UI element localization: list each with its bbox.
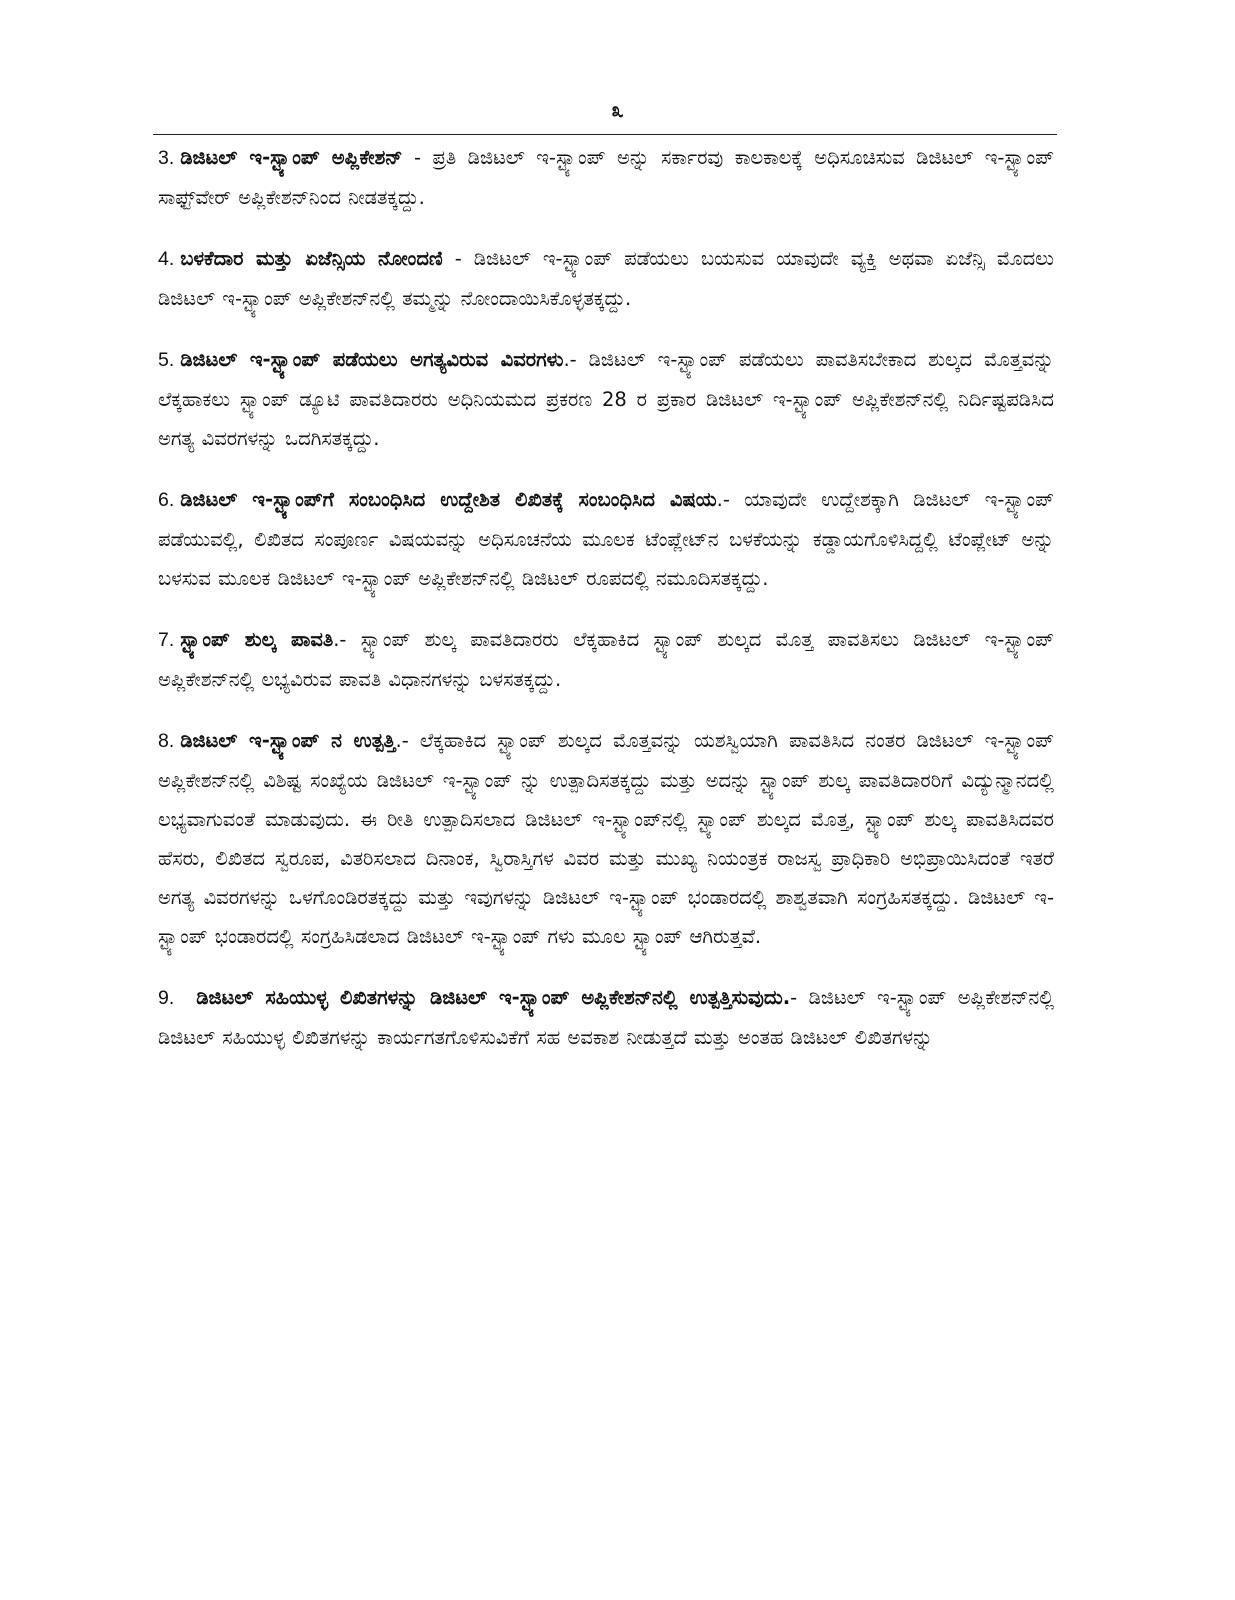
clause-8 bbox=[158, 721, 1054, 956]
clause-title: ಡಿಜಿಟಲ್ ಇ-ಸ್ಟ್ಯಾಂಪ್‌ಗೆ ಸಂಬಂಧಿಸಿದ ಉದ್ದೇಶಿತ ಲಿಖಿತಕ್ಕೆ ಸಂಬಂಧಿಸಿದ ವಿಷಯ bbox=[180, 488, 717, 511]
clause-6 bbox=[158, 480, 1054, 598]
clause-title: ಡಿಜಿಟಲ್ ಇ-ಸ್ಟ್ಯಾಂಪ್ ನ ಉತ್ಪತ್ತಿ bbox=[180, 729, 396, 752]
clause-9 bbox=[158, 978, 1054, 1057]
clause-text: .- ಸ್ಟ್ಯಾಂಪ್ ಶುಲ್ಕ ಪಾವತಿದಾರರು ಲೆಕ್ಕಹಾಕಿದ ಸ್ಟ್ಯಾಂಪ್ ಶುಲ್ಕದ ಮೊತ್ತ ಪಾವತಿಸಲು ಡಿಜಿಟಲ್ ಇ-ಸ್ಟ್ಯಾಂಪ್ ಅಪ್ಲಿಕೇಶನ್‌ನಲ್ಲಿ ಲಭ್ಯವಿರುವ ಪಾವತಿ ವಿಧಾನಗಳನ್ನು ಬಳಸತಕ್ಕದ್ದು. bbox=[158, 628, 1054, 691]
header-rule bbox=[153, 134, 1057, 135]
clause-number: 3. bbox=[158, 147, 175, 169]
clause-title: ಸ್ಟ್ಯಾಂಪ್ ಶುಲ್ಕ ಪಾವತಿ bbox=[180, 628, 334, 651]
clause-3 bbox=[158, 138, 1054, 217]
clause-text: - ಡಿಜಿಟಲ್ ಇ-ಸ್ಟ್ಯಾಂಪ್ ಅಪ್ಲಿಕೇಶನ್‌ನಲ್ಲಿ ಡಿಜಿಟಲ್ ಸಹಿಯುಳ್ಳ ಲಿಖಿತಗಳನ್ನು ಕಾರ್ಯಗತಗೊಳಿಸುವಿಕೆಗೆ ಸಹ ಅವಕಾಶ ನೀಡುತ್ತದೆ ಮತ್ತು ಅಂತಹ ಡಿಜಿಟಲ್ ಲಿಖಿತಗಳನ್ನು bbox=[158, 986, 1054, 1049]
clause-number: 6. bbox=[158, 489, 175, 511]
clause-text: .- ಯಾವುದೇ ಉದ್ದೇಶಕ್ಕಾಗಿ ಡಿಜಿಟಲ್ ಇ-ಸ್ಟ್ಯಾಂಪ್ ಪಡೆಯುವಲ್ಲಿ, ಲಿಖಿತದ ಸಂಪೂರ್ಣ ವಿಷಯವನ್ನು ಅಧಿಸೂಚನೆಯ ಮೂಲಕ ಟೆಂಪ್ಲೇಟ್‌ನ ಬಳಕೆಯನ್ನು ಕಡ್ಡಾಯಗೊಳಿಸಿದ್ದಲ್ಲಿ ಟೆಂಪ್ಲೇಟ್ ಅನ್ನು ಬಳಸುವ ಮೂಲಕ ಡಿಜಿಟಲ್ ಇ-ಸ್ಟ್ಯಾಂಪ್ ಅಪ್ಲಿಕೇಶನ್‌ನಲ್ಲಿ ಡಿಜಿಟಲ್ ರೂಪದಲ್ಲಿ ನಮೂದಿಸತಕ್ಕದ್ದು. bbox=[158, 488, 1055, 590]
clause-number: 4. bbox=[158, 248, 175, 270]
clause-title: ಡಿಜಿಟಲ್ ಇ-ಸ್ಟ್ಯಾಂಪ್ ಅಪ್ಲಿಕೇಶನ್ bbox=[180, 146, 403, 169]
clause-number: 5. bbox=[158, 349, 175, 371]
clause-7 bbox=[158, 620, 1054, 699]
clause-text: .- ಲೆಕ್ಕಹಾಕಿದ ಸ್ಟ್ಯಾಂಪ್ ಶುಲ್ಕದ ಮೊತ್ತವನ್ನು ಯಶಸ್ವಿಯಾಗಿ ಪಾವತಿಸಿದ ನಂತರ ಡಿಜಿಟಲ್ ಇ-ಸ್ಟ್ಯಾಂಪ್ ಅಪ್ಲಿಕೇಶನ್‌ನಲ್ಲಿ ವಿಶಿಷ್ಟ ಸಂಖ್ಯೆಯ ಡಿಜಿಟಲ್ ಇ-ಸ್ಟ್ಯಾಂಪ್ ನ್ನು ಉತ್ಪಾದಿಸತಕ್ಕದ್ದು ಮತ್ತು ಅದನ್ನು ಸ್ಟ್ಯಾಂಪ್ ಶುಲ್ಕ ಪಾವತಿದಾರರಿಗೆ ವಿದ್ಯುನ್ಮಾನದಲ್ಲಿ ಲಭ್ಯವಾಗುವಂತೆ ಮಾಡುವುದು. ಈ ರೀತಿ ಉತ್ಪಾದಿಸಲಾದ ಡಿಜಿಟಲ್ ಇ-ಸ್ಟ್ಯಾಂಪ್‌ನಲ್ಲಿ ಸ್ಟ್ಯಾಂಪ್ ಶುಲ್ಕದ ಮೊತ್ತ, ಸ್ಟ್ಯಾಂಪ್ ಶುಲ್ಕ ಪಾವತಿಸಿದವರ ಹೆಸರು, ಲಿಖಿತದ ಸ್ವರೂಪ, ವಿತರಿಸಲಾದ ದಿನಾಂಕ, ಸ್ವಿರಾಸ್ತಿಗಳ ವಿವರ ಮತ್ತು ಮುಖ್ಯ ನಿಯಂತ್ರಕ ರಾಜಸ್ವ ಪ್ರಾಧಿಕಾರಿ ಅಭಿಪ್ರಾಯಿಸಿದಂತೆ ಇತರೆ ಅಗತ್ಯ ವಿವರಗಳನ್ನು ಒಳಗೊಂಡಿರತಕ್ಕದ್ದು ಮತ್ತು ಇವುಗಳನ್ನು ಡಿಜಿಟಲ್ ಇ-ಸ್ಟ್ಯಾಂಪ್ ಭಂಡಾರದಲ್ಲಿ ಶಾಶ್ವತವಾಗಿ ಸಂಗ್ರಹಿಸತಕ್ಕದ್ದು. ಡಿಜಿಟಲ್ ಇ-ಸ್ಟ್ಯಾಂಪ್ ಭಂಡಾರದಲ್ಲಿ ಸಂಗ್ರಹಿಸಿಡಲಾದ ಡಿಜಿಟಲ್ ಇ-ಸ್ಟ್ಯಾಂಪ್ ಗಳು ಮೂಲ ಸ್ಟ್ಯಾಂಪ್ ಆಗಿರುತ್ತವೆ. bbox=[158, 729, 1054, 948]
clause-title: ಡಿಜಿಟಲ್ ಇ-ಸ್ಟ್ಯಾಂಪ್ ಪಡೆಯಲು ಅಗತ್ಯವಿರುವ ವಿವರಗಳು bbox=[180, 348, 564, 371]
clause-title: ಡಿಜಿಟಲ್ ಸಹಿಯುಳ್ಳ ಲಿಖಿತಗಳನ್ನು ಡಿಜಿಟಲ್ ಇ-ಸ್ಟ್ಯಾಂಪ್ ಅಪ್ಲಿಕೇಶನ್‌ನಲ್ಲಿ ಉತ್ಪತ್ತಿಸುವುದು. bbox=[196, 986, 791, 1009]
clause-number: 7. bbox=[158, 629, 175, 651]
clause-number: 9. bbox=[158, 987, 175, 1009]
clause-text: .- ಡಿಜಿಟಲ್ ಇ-ಸ್ಟ್ಯಾಂಪ್ ಪಡೆಯಲು ಪಾವತಿಸಬೇಕಾದ ಶುಲ್ಕದ ಮೊತ್ತವನ್ನು ಲೆಕ್ಕಹಾಕಲು ಸ್ಟ್ಯಾಂಪ್ ಡ್ಯೂಟಿ ಪಾವತಿದಾರರು ಅಧಿನಿಯಮದ ಪ್ರಕರಣ 28 ರ ಪ್ರಕಾರ ಡಿಜಿಟಲ್ ಇ-ಸ್ಟ್ಯಾಂಪ್ ಅಪ್ಲಿಕೇಶನ್‌ನಲ್ಲಿ ನಿರ್ದಿಷ್ಟಪಡಿಸಿದ ಅಗತ್ಯ ವಿವರಗಳನ್ನು ಒದಗಿಸತಕ್ಕದ್ದು. bbox=[158, 348, 1054, 450]
clause-5 bbox=[158, 340, 1054, 458]
clause-title: ಬಳಕೆದಾರ ಮತ್ತು ಏಜೆನ್ಸಿಯ ನೋಂದಣಿ bbox=[180, 247, 443, 270]
page-number: ೩ bbox=[611, 98, 624, 123]
document-body bbox=[158, 138, 1054, 1079]
clause-number: 8. bbox=[158, 730, 175, 752]
clause-text: - ಡಿಜಿಟಲ್ ಇ-ಸ್ಟ್ಯಾಂಪ್ ಪಡೆಯಲು ಬಯಸುವ ಯಾವುದೇ ವ್ಯಕ್ತಿ ಅಥವಾ ಏಜೆನ್ಸಿ ಮೊದಲು ಡಿಜಿಟಲ್ ಇ-ಸ್ಟ್ಯಾಂಪ್ ಅಪ್ಲಿಕೇಶನ್‌ನಲ್ಲಿ ತಮ್ಮನ್ನು ನೋಂದಾಯಿಸಿಕೊಳ್ಳತಕ್ಕದ್ದು. bbox=[158, 247, 1054, 310]
clause-text: - ಪ್ರತಿ ಡಿಜಿಟಲ್ ಇ-ಸ್ಟ್ಯಾಂಪ್ ಅನ್ನು ಸರ್ಕಾರವು ಕಾಲಕಾಲಕ್ಕೆ ಅಧಿಸೂಚಿಸುವ ಡಿಜಿಟಲ್ ಇ-ಸ್ಟ್ಯಾಂಪ್ ಸಾಫ್ಟ್‌ವೇರ್ ಅಪ್ಲಿಕೇಶನ್‌ನಿಂದ ನೀಡತಕ್ಕದ್ದು. bbox=[158, 146, 1054, 209]
clause-4 bbox=[158, 239, 1054, 318]
